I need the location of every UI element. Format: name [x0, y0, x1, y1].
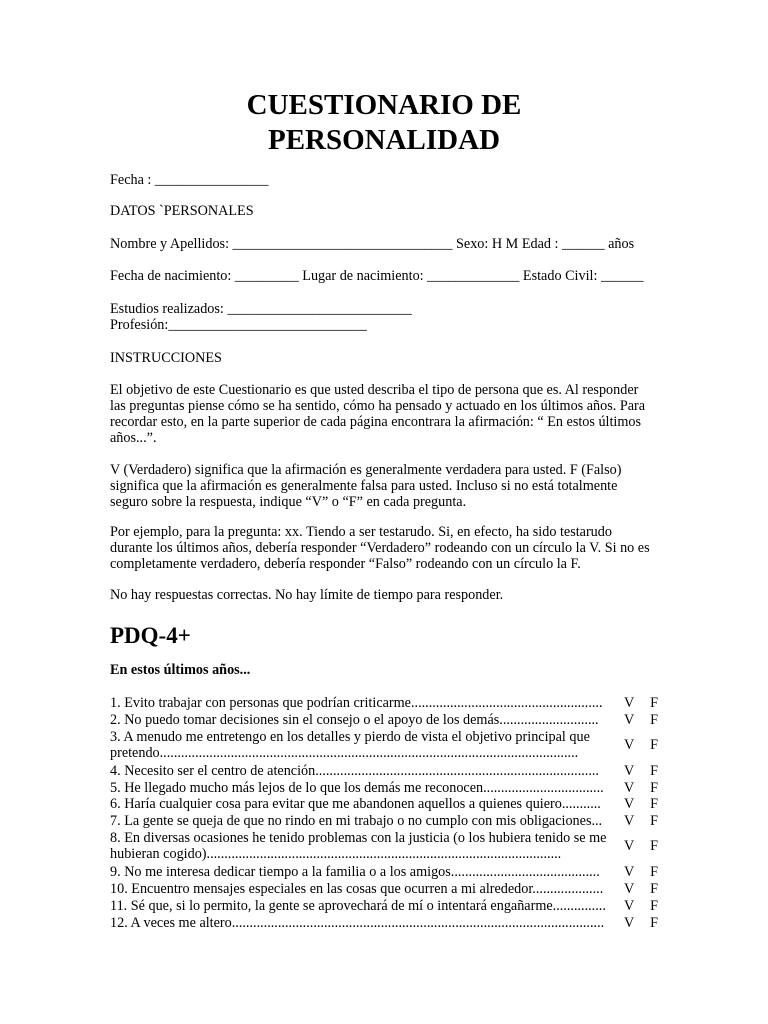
answer-options: [624, 712, 658, 728]
section-intro: En estos últimos años...: [110, 662, 251, 678]
answer-v-option[interactable]: V: [624, 711, 635, 728]
question-row-9: [110, 864, 658, 880]
question-text-line: 11. Sé que, si lo permito, la gente se aprovechará de mí o intentará engañarme...............: [110, 897, 606, 914]
answer-f-option[interactable]: F: [650, 779, 658, 796]
question-row-1: [110, 695, 658, 711]
answer-f-option[interactable]: F: [650, 711, 658, 728]
question-text-line: 1. Evito trabajar con personas que podrían criticarme......................................................: [110, 695, 603, 711]
answer-v-option[interactable]: V: [624, 762, 635, 779]
answer-options: [624, 838, 658, 854]
question-text: [110, 830, 615, 862]
question-row-12: [110, 915, 658, 931]
answer-f-option[interactable]: F: [650, 762, 658, 779]
question-text-line: pretendo......................................................................................................................: [110, 744, 579, 761]
section-title: PDQ-4+: [110, 623, 191, 648]
answer-f-option[interactable]: F: [650, 914, 658, 931]
answer-f-option[interactable]: F: [650, 880, 658, 897]
answer-v-option[interactable]: V: [624, 880, 635, 897]
question-row-3: [110, 729, 658, 761]
answer-v-option[interactable]: V: [624, 796, 635, 813]
paragraph-objetivo: [110, 382, 645, 446]
answer-f-option[interactable]: F: [650, 897, 658, 914]
answer-options: [624, 737, 658, 753]
answer-v-option[interactable]: V: [624, 779, 635, 796]
question-text-line: 6. Haría cualquier cosa para evitar que me abandonen aquellos a quienes quiero...........: [110, 796, 601, 813]
question-text-line: 5. He llegado mucho más lejos de lo que los demás me reconocen..................................: [110, 779, 604, 796]
question-text: [110, 712, 615, 728]
profesion-field: Profesión:____________________________: [110, 317, 367, 333]
question-row-4: [110, 763, 658, 779]
answer-options: [624, 915, 658, 931]
question-text: [110, 780, 615, 796]
paragraph-line: años...”.: [110, 430, 157, 446]
answer-v-option[interactable]: V: [624, 838, 635, 855]
question-text: [110, 898, 615, 914]
answer-v-option[interactable]: V: [624, 914, 635, 931]
question-text: [110, 796, 615, 812]
answer-f-option[interactable]: F: [650, 695, 658, 711]
datos-personales-heading: DATOS `PERSONALES: [110, 203, 254, 219]
question-row-2: [110, 712, 658, 728]
answer-options: [624, 864, 658, 880]
question-text-line: 2. No puedo tomar decisiones sin el consejo o el apoyo de los demás............................: [110, 711, 599, 728]
answer-v-option[interactable]: V: [624, 695, 635, 711]
question-text-line: 9. No me interesa dedicar tiempo a la familia o a los amigos..........................................: [110, 864, 600, 880]
answer-options: [624, 780, 658, 796]
answer-options: [624, 763, 658, 779]
question-text-line: 8. En diversas ocasiones he tenido problemas con la justicia (o los hubiera tenido se me: [110, 830, 607, 847]
paragraph-verdadero-falso: [110, 462, 645, 510]
fecha-field: Fecha : ________________: [110, 172, 269, 188]
answer-v-option[interactable]: V: [624, 897, 635, 914]
answer-v-option[interactable]: V: [624, 864, 635, 880]
paragraph-line: El objetivo de este Cuestionario es que usted describa el tipo de persona que es. Al responder: [110, 382, 639, 398]
answer-f-option[interactable]: F: [650, 796, 658, 813]
nacimiento-line: Fecha de nacimiento: _________ Lugar de nacimiento: _____________ Estado Civil: ______: [110, 268, 644, 284]
paragraph-ejemplo: [110, 524, 650, 572]
paragraph-line: recordar esto, en la parte superior de cada página encontrara la afirmación: “ En estos últimos: [110, 414, 642, 430]
question-row-5: [110, 780, 658, 796]
answer-v-option[interactable]: V: [624, 813, 635, 830]
question-text-line: 12. A veces me altero.........................................................................................................: [110, 914, 605, 931]
answer-options: [624, 796, 658, 812]
question-text-line: 4. Necesito ser el centro de atención................................................................................: [110, 762, 599, 779]
question-row-6: [110, 796, 658, 812]
question-text: [110, 695, 615, 711]
answer-f-option[interactable]: F: [650, 864, 658, 880]
title-line-2: PERSONALIDAD: [267, 124, 501, 156]
question-text-line: 10. Encuentro mensajes especiales en las cosas que ocurren a mi alrededor....................: [110, 880, 604, 897]
question-text: [110, 763, 615, 779]
answer-f-option[interactable]: F: [650, 736, 658, 753]
paragraph-line: durante los últimos años, debería responder “Verdadero” rodeando con un círculo la V. Si no es: [110, 540, 650, 556]
answer-v-option[interactable]: V: [624, 736, 635, 753]
answer-options: [624, 881, 658, 897]
question-text-line: 3. A menudo me entretengo en los detalles y pierdo de vista el objetivo principal que: [110, 728, 590, 745]
question-text: [110, 729, 615, 761]
question-text-line: 7. La gente se queja de que no rindo en mi trabajo o no cumplo con mis obligaciones...: [110, 813, 603, 830]
question-row-10: [110, 881, 658, 897]
question-text: [110, 915, 615, 931]
question-row-8: [110, 830, 658, 862]
paragraph-line: completamente verdadero, debería responder “Falso” rodeando con un círculo la F.: [110, 556, 581, 572]
paragraph-line: significa que la afirmación es generalmente falsa para usted. Incluso si no está totalmente: [110, 478, 618, 494]
title-line-1: CUESTIONARIO DE: [246, 89, 522, 121]
answer-options: [624, 695, 658, 711]
paragraph-line: Por ejemplo, para la pregunta: xx. Tiendo a ser testarudo. Si, en efecto, ha sido testarudo: [110, 524, 612, 540]
answer-options: [624, 813, 658, 829]
question-text: [110, 813, 615, 829]
answer-f-option[interactable]: F: [650, 838, 658, 855]
page-title: [110, 88, 658, 158]
question-text: [110, 864, 615, 880]
answer-options: [624, 898, 658, 914]
question-text-line: hubieran cogido)....................................................................................................: [110, 846, 562, 863]
paragraph-line: seguro sobre la respuesta, indique “V” o “F” en cada pregunta.: [110, 494, 467, 510]
instrucciones-heading: INSTRUCCIONES: [110, 350, 222, 366]
estudios-field: Estudios realizados: __________________________: [110, 301, 412, 317]
question-row-7: [110, 813, 658, 829]
answer-f-option[interactable]: F: [650, 813, 658, 830]
question-row-11: [110, 898, 658, 914]
question-text: [110, 881, 615, 897]
paragraph-line: las preguntas piense cómo se ha sentido, cómo ha pensado y actuado en los últimos años. Para: [110, 398, 646, 414]
nombre-line: Nombre y Apellidos: _______________________________ Sexo: H M Edad : ______ años: [110, 236, 635, 252]
paragraph-no-respuestas: No hay respuestas correctas. No hay límite de tiempo para responder.: [110, 587, 504, 603]
paragraph-line: V (Verdadero) significa que la afirmación es generalmente verdadera para usted. F (Falso): [110, 462, 622, 478]
